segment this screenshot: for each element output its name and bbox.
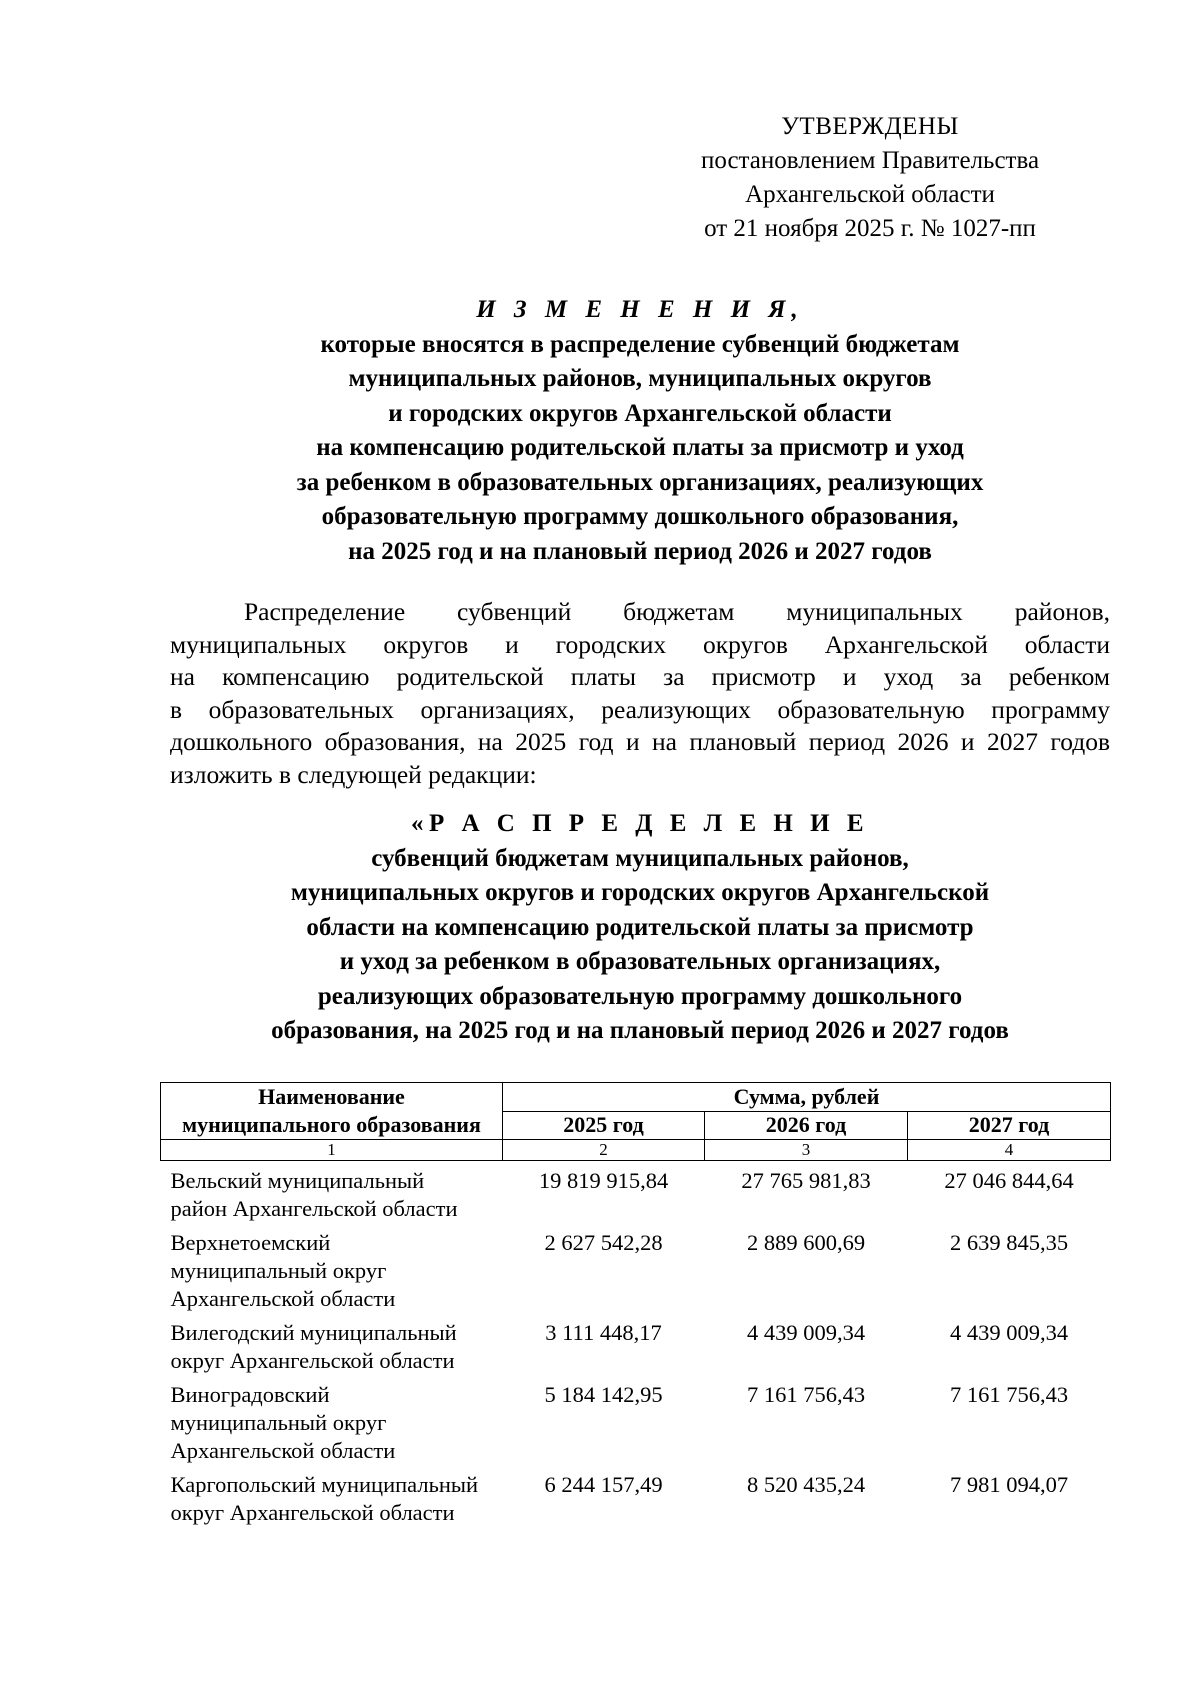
municipality-name [161, 1161, 503, 1224]
name-line: Каргопольский муниципальный [170, 1472, 479, 1497]
paragraph-line: дошкольного образования, на 2025 год и на плановый период 2026 и 2027 годов [170, 727, 1110, 756]
value-2025: 19 819 915,84 [538, 1168, 669, 1193]
name-line: округ Архангельской области [170, 1348, 455, 1373]
value-2026: 4 439 009,34 [746, 1320, 866, 1345]
municipality-name [161, 1223, 503, 1313]
header-sum-cell: Сумма, рублей [503, 1083, 1111, 1112]
table-row [161, 1375, 1111, 1465]
header-year-2027: 2027 год [908, 1111, 1111, 1140]
distribution-heading: «Р А С П Р Е Д Е Л Е Н И Е [410, 810, 869, 837]
approval-block [680, 110, 1060, 246]
name-line: округ Архангельской области [170, 1500, 455, 1525]
distribution-line: и уход за ребенком в образовательных организациях, [339, 948, 941, 975]
name-line: Архангельской области [170, 1438, 396, 1463]
approval-line-2: Архангельской области [745, 181, 995, 208]
changes-line: образовательную программу дошкольного образования, [321, 503, 959, 530]
distribution-line: области на компенсацию родительской платы за присмотр [306, 913, 974, 941]
column-numbers-row [161, 1140, 1111, 1161]
value-2025: 3 111 448,17 [545, 1320, 662, 1345]
changes-line: которые вносятся в распределение субвенций бюджетам [320, 330, 960, 358]
paragraph-line: в образовательных организациях, реализующих образовательную программу [170, 694, 1110, 724]
header-name-line-2: муниципального образования [182, 1112, 481, 1137]
header-name-line-1: Наименование [258, 1084, 405, 1109]
changes-line: на 2025 год и на плановый период 2026 и 2027 годов [348, 537, 932, 565]
value-2025: 2 627 542,28 [544, 1230, 663, 1255]
column-number: 2 [503, 1140, 705, 1161]
value-2027: 2 639 845,35 [949, 1230, 1069, 1255]
name-line: муниципальный округ [170, 1410, 387, 1435]
distribution-table [160, 1082, 1111, 1527]
distribution-line: муниципальных округов и городских округов Архангельской [290, 879, 990, 906]
header-year-2025: 2025 год [503, 1111, 705, 1140]
header-name-cell [161, 1083, 503, 1140]
changes-line: на компенсацию родительской платы за присмотр и уход [316, 434, 964, 461]
municipality-name [161, 1313, 503, 1375]
column-number: 4 [908, 1140, 1111, 1161]
value-2026: 7 161 756,43 [746, 1382, 866, 1407]
table-row [161, 1465, 1111, 1527]
paragraph-line: изложить в следующей редакции: [170, 759, 537, 789]
value-2027: 27 046 844,64 [944, 1168, 1074, 1193]
name-line: Верхнетоемский [170, 1230, 331, 1255]
column-number: 1 [161, 1140, 503, 1161]
changes-title-block [170, 293, 1110, 569]
value-2025: 6 244 157,49 [544, 1472, 663, 1497]
column-number: 3 [705, 1140, 908, 1161]
approval-line-1: постановлением Правительства [700, 147, 1040, 174]
changes-line: и городских округов Архангельской области [388, 399, 892, 427]
paragraph-line: на компенсацию родительской платы за присмотр и уход за ребенком [170, 662, 1110, 691]
distribution-title-block [170, 807, 1110, 1049]
table-row [161, 1313, 1111, 1375]
value-2026: 8 520 435,24 [746, 1472, 866, 1497]
name-line: Виноградовский [170, 1382, 330, 1407]
value-2026: 2 889 600,69 [746, 1230, 866, 1255]
value-2027: 7 981 094,07 [949, 1472, 1069, 1497]
value-2027: 4 439 009,34 [949, 1320, 1069, 1345]
approval-line-3: от 21 ноября 2025 г. № 1027-пп [704, 215, 1036, 242]
distribution-line: реализующих образовательную программу дошкольного [317, 982, 963, 1010]
name-line: Архангельской области [170, 1286, 396, 1311]
value-2027: 7 161 756,43 [949, 1382, 1069, 1407]
paragraph-line: муниципальных округов и городских округов Архангельской области [170, 629, 1110, 659]
name-line: район Архангельской области [170, 1196, 458, 1221]
value-2026: 27 765 981,83 [741, 1168, 871, 1193]
name-line: Вилегодский муниципальный [170, 1320, 457, 1345]
value-2025: 5 184 142,95 [544, 1382, 663, 1407]
name-line: муниципальный округ [170, 1258, 387, 1283]
changes-line: муниципальных районов, муниципальных округов [348, 365, 932, 392]
distribution-line: субвенций бюджетам муниципальных районов, [371, 844, 909, 872]
header-year-2026: 2026 год [705, 1111, 908, 1140]
municipality-name [161, 1375, 503, 1465]
changes-heading: И З М Е Н Е Н И Я, [476, 296, 804, 323]
name-line: Вельский муниципальный [170, 1168, 425, 1193]
approval-title: УТВЕРЖДЕНЫ [781, 113, 959, 140]
changes-line: за ребенком в образовательных организациях, реализующих [296, 468, 984, 496]
paragraph-line: Распределение субвенций бюджетам муниципальных районов, [244, 597, 1110, 626]
municipality-name [161, 1465, 503, 1527]
body-paragraph [170, 596, 1110, 791]
table-row [161, 1161, 1111, 1224]
distribution-line: образования, на 2025 год и на плановый период 2026 и 2027 годов [271, 1017, 1009, 1044]
table-row [161, 1223, 1111, 1313]
